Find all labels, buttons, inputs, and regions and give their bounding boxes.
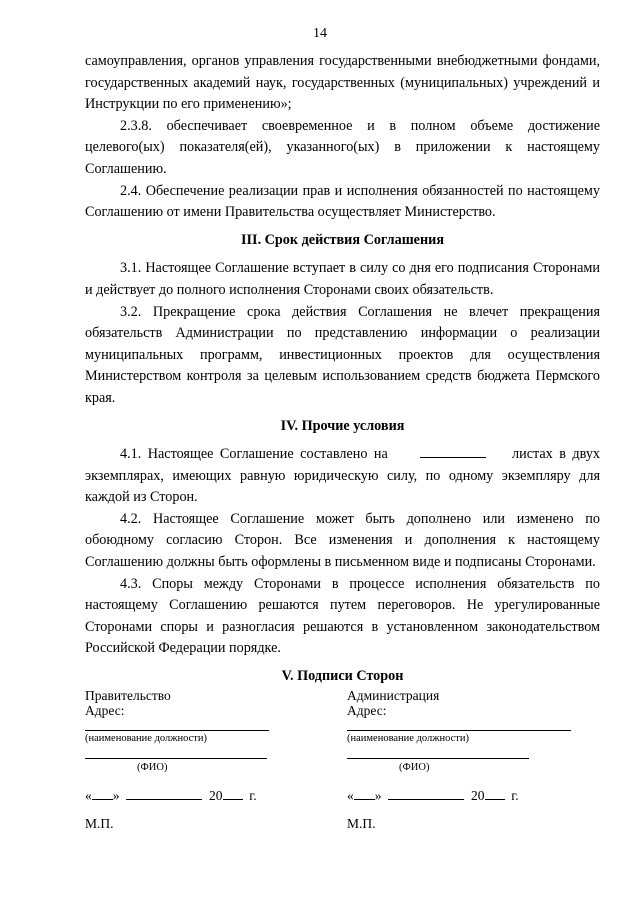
fio-caption: (ФИО) [137,762,168,773]
signature-block [85,688,600,848]
year-blank[interactable] [485,788,505,800]
paragraph-4-2: 4.2. Настоящее Соглашение может быть дополнено или изменено по обоюдному согласию Сторон. Все изменения и дополнения к настоящему Соглашению должны быть оформлены в письменном виде и подписаны Сторонами. [85,510,600,571]
fio-signature-line[interactable] [85,758,267,759]
paragraph-2-3-8: 2.3.8. обеспечивает своевременное и в полном объеме достижение целевого(ых) показателя(ей), указанного(ых) в приложении к настоящему Соглашению. [85,117,600,177]
paragraph-2-4: 2.4. Обеспечение реализации прав и исполнения обязанностей по настоящему Соглашению от имени Правительства осуществляет Министерство. [85,182,600,221]
paragraph-3-1: 3.1. Настоящее Соглашение вступает в силу со дня его подписания Сторонами и действует до полного исполнения Сторонами своих обязательств. [85,260,600,298]
day-blank[interactable] [354,788,375,800]
year-blank[interactable] [223,788,243,800]
sheet-count-blank[interactable] [420,445,486,458]
paragraph-3-2: 3.2. Прекращение срока действия Соглашения не влечет прекращения обязательств Администрации по представлению информации о реализации муниципальных программ, инвестиционных проектов для осуществления Министерством контроля за целевым использованием средств бюджета Пермского края. [85,303,600,406]
fio-caption: (ФИО) [399,762,430,773]
section-heading-iii: III. Срок действия Соглашения [241,231,444,248]
month-blank[interactable] [126,788,202,800]
party-address-label: Адрес: [85,703,125,718]
section-heading-iv: IV. Прочие условия [280,417,405,434]
signature-column-administration [347,688,577,831]
position-caption: (наименование должности) [347,733,470,744]
signature-column-government [85,688,315,831]
party-name: Администрация [347,688,440,703]
page-number: 14 [313,26,327,41]
paragraph-4-1 [85,444,600,509]
paragraph-4-1-start: 4.1. Настоящее Соглашение составлено на [120,446,388,463]
month-blank[interactable] [388,788,464,800]
position-signature-line[interactable] [85,730,269,731]
position-caption: (наименование должности) [85,733,208,744]
day-blank[interactable] [92,788,113,800]
position-signature-line[interactable] [347,730,571,731]
seal-label: М.П. [347,816,376,831]
paragraph-4-1-end: листах в двух экземплярах, имеющих равную юридическую силу, по одному экземпляру для каждой из Сторон. [85,446,601,506]
fio-signature-line[interactable] [347,758,529,759]
signature-date: « » 20 г. [347,788,519,803]
party-name: Правительство [85,688,171,703]
document-body [85,51,600,695]
section-heading-v: V. Подписи Сторон [281,668,404,685]
party-address-label: Адрес: [347,703,387,718]
seal-label: М.П. [85,816,114,831]
paragraph-4-3: 4.3. Споры между Сторонами в процессе исполнения обязательств по настоящему Соглашению решаются путем переговоров. Не урегулированные Сторонами споры и разногласия решаются в установленном законодательством Российской Федерации порядке. [85,575,600,657]
paragraph-continuation: самоуправления, органов управления государственными внебюджетными фондами, государственных академий наук, государственных (муниципальных) учреждений и Инструкции по его применению»; [85,53,600,113]
signature-date: « » 20 г. [85,788,257,803]
